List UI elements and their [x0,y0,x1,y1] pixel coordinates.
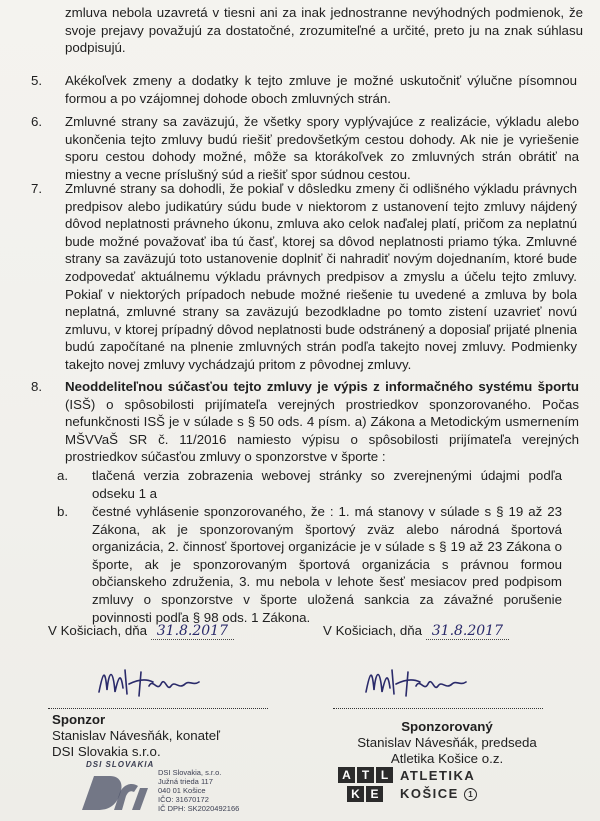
sponsor-block [52,712,220,760]
clause-8 [31,378,579,466]
sponsor-name: Stanislav Návesňák, konateľ [52,728,220,743]
sponsored-org: Atletika Košice o.z. [390,751,504,766]
clause-number: 6. [31,114,43,129]
left-date-prefix: V Košiciach, dňa [48,623,148,638]
stamp-line: IČO: 31670172 [158,795,209,804]
subclause-letter: b. [57,504,69,519]
clause-number: 8. [31,379,43,394]
clause-5 [31,72,577,107]
sponsor-org: DSI Slovakia s.r.o. [52,744,161,759]
stamp-line: 040 01 Košice [158,786,206,795]
clause-text: Zmluvné strany sa dohodli, že pokiaľ v dôsledku zmeny či odlišného výkladu právnych predpisov alebo judikatúry súdu bude v niektorom z ustanovení tejto zmluvy nájdený dôvod neplatnosti právneho úkonu, zmluva ako celok naďalej platí, pričom za neplatnú bude možné považovať iba tú časť, ktorej sa dôvod neplatnosti priamo týka. Zmluvné strany sa zaväzujú toto ustanovenie doplniť či nahradiť novým dojednaním, ktoré bude zodpovedať aktuálnemu výkladu právnych predpisov a zmyslu a účelu tejto zmluvy. Pokiaľ v niektorých prípadoch nebude možné riešenie tu uvedené a zmluva by bola neplatná, zmluvné strany sa zaväzujú bezodkladne po tomto zistení uzavrieť novú zmluvu, v ktorej prípadný dôvod neplatnosti bude odstránený a doposiaľ prijaté plnenia budú započítané na plnenie zmluvných strán podľa takejto novej zmluvy. Podmienky takejto novej zmluvy vychádzajú pritom z pôvodnej zmluvy. [65,181,577,372]
logo-letter-box: K [347,786,364,802]
subclause-letter: a. [57,468,69,483]
logo-word-kosice-text: KOŠICE [400,786,459,801]
dsi-stamp-brand: DSI SLOVAKIA [86,760,155,769]
logo-word-kosice [400,786,477,801]
left-date-handwritten: 31.8.2017 [151,623,234,640]
intro-text: zmluva nebola uzavretá v tiesni ani za inak jednostranne nevýhodných podmienok, že svoje prejavy považujú za dostatočné, zrozumiteľné a určité, preto ju na znak súhlasu podpisujú. [65,5,583,56]
subclause-a [57,467,562,502]
logo-letter-box: E [366,786,383,802]
right-date-prefix: V Košiciach, dňa [323,623,423,638]
sponsored-role: Sponzorovaný [401,719,493,734]
clause-text: Zmluvné strany sa zaväzujú, že všetky spory vyplývajúce z realizácie, výkladu alebo ukončenia tejto zmluvy budú riešiť predovšetkým cestou dohody. Ak nie je vyriešenie sporu cestou dohody možné, môže sa ktorákoľvek zo zmluvných strán obrátiť na miestny a vecne príslušný súd a riešiť spor súdnou cestou. [65,114,579,182]
subclause-text: tlačená verzia zobrazenia webovej stránky so zverejnenými údajmi podľa odseku 1 a [92,468,562,501]
clause-bold-text: Neoddeliteľnou súčasťou tejto zmluvy je výpis z informačného systému športu [65,379,579,394]
sponsor-role: Sponzor [52,712,106,727]
sponsored-name: Stanislav Návesňák, predseda [357,735,537,750]
stamp-line: IČ DPH: SK2020492166 [158,804,240,813]
clause-text: Akékoľvek zmeny a dodatky k tejto zmluve je možné uskutočniť výlučne písomnou formou a po vzájomnej dohode oboch zmluvných strán. [65,73,577,106]
atl-letter-grid [338,767,394,803]
clause-number: 7. [31,181,43,196]
right-signature [362,662,472,702]
atletika-logo [338,767,498,807]
stamp-line: Južná trieda 117 [158,777,213,786]
sponsored-block [342,719,552,767]
clause-number: 5. [31,73,43,88]
logo-letter-box: T [357,767,374,783]
subclause-text: čestné vyhlásenie sponzorovaného, že : 1. má stanovy v súlade s § 19 až 23 Zákona, ak je sponzorovaným športový zväz alebo národná športová organizácia, 2. činnosť športovej organizácie je v súlade s § 19 až 23 Zákona o športe, ak je sponzorovaným športová organizácia s právnou formou občianskeho združenia, 3. mu nebola v lehote šesť mesiacov pred podpisom zmluvy o sponzorstve v športe uložená sankcia za závažné porušenie povinnosti podľa § 98 ods. 1 Zákona. [92,504,562,625]
left-date-line [48,623,234,640]
subclause-b [57,503,562,626]
right-date-line [323,623,509,640]
clause-6 [31,113,579,183]
dsi-stamp [80,760,280,818]
right-date-handwritten: 31.8.2017 [426,623,509,640]
stamp-line: DSI Slovakia, s.r.o. [158,768,222,777]
clause-text: (ISŠ) o spôsobilosti prijímateľa verejných prostriedkov sponzorovaného. Počas nefunkčnosti ISŠ je v súlade s § 50 ods. 4 písm. a) Zákona a Metodickým usmernením MŠVVaŠ SR č. 11/2016 namiesto výpisu o spôsobilosti prijímateľa verejných prostriedkov súčasťou zmluvy o sponzorstve v športe : [65,396,579,465]
dsi-stamp-address [158,768,239,813]
logo-word-atletika: ATLETIKA [400,768,476,783]
clause-7 [31,180,577,374]
registered-mark-icon: 1 [464,788,477,801]
left-signature [95,662,205,702]
dsi-logo-icon [80,770,150,814]
left-signature-line [48,708,268,709]
logo-letter-box: A [338,767,355,783]
right-signature-line [333,708,543,709]
logo-letter-box: L [376,767,393,783]
intro-paragraph [65,4,583,57]
